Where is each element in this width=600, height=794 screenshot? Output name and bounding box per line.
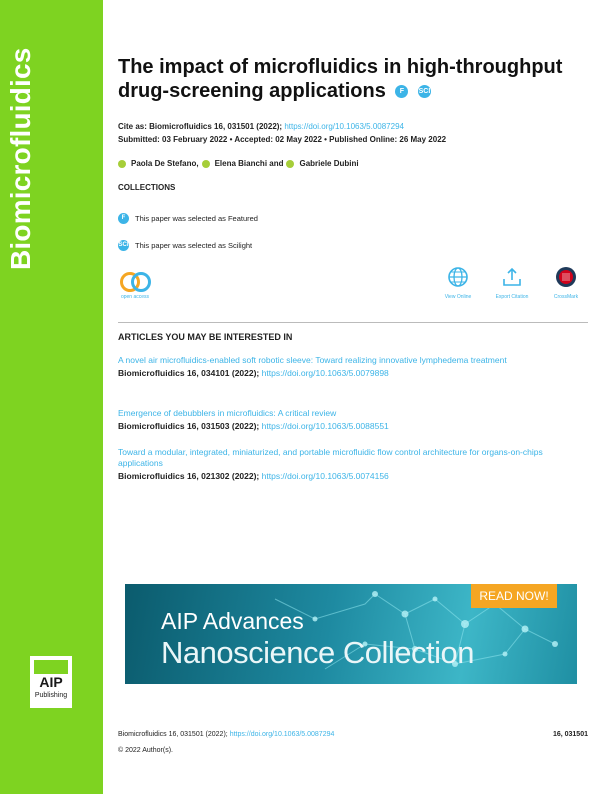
citation: Cite as: Biomicrofluidics 16, 031501 (2022); https://doi.org/10.1063/5.0087294 [118, 122, 404, 131]
aip-advances-banner[interactable] [125, 584, 577, 684]
orcid-icon[interactable] [118, 160, 126, 168]
related-article-title-link[interactable]: Toward a modular, integrated, miniaturized, and portable microfluidic flow control architecture for organs-on-chips applications [118, 447, 543, 468]
author-name[interactable]: Gabriele Dubini [299, 159, 359, 168]
scilight-badge-icon[interactable]: SCI [418, 85, 431, 98]
paper-title: The impact of microfluidics in high-throughput drug-screening applications F SCI [118, 56, 563, 102]
view-online-button[interactable]: View Online [440, 266, 476, 300]
featured-badge-icon: F [118, 213, 129, 224]
divider [118, 322, 588, 323]
author-list [118, 159, 359, 168]
related-article: Emergence of debubblers in microfluidics: A critical review Biomicrofluidics 16, 031503 (2022); https://doi.org/10.1063/5.0088551 [118, 408, 588, 432]
aip-publishing-logo[interactable]: AIP Publishing [30, 656, 72, 708]
orcid-icon[interactable] [202, 160, 210, 168]
open-access-icon[interactable]: open access [118, 270, 152, 302]
author-name[interactable]: Elena Bianchi and [214, 159, 284, 168]
related-article-title-link[interactable]: A novel air microfluidics-enabled soft robotic sleeve: Toward realizing innovative lymphedema treatment [118, 355, 507, 365]
related-article: A novel air microfluidics-enabled soft robotic sleeve: Toward realizing innovative lymphedema treatment Biomicrofluidics 16, 034101 (2022); https://doi.org/10.1063/5.0079898 [118, 355, 588, 379]
copyright: © 2022 Author(s). [118, 747, 173, 754]
related-article: Toward a modular, integrated, miniaturized, and portable microfluidic flow control architecture for organs-on-chips applications Biomicrofluidics 16, 021302 (2022); https://doi.org/10.1063/5.0074156 [118, 447, 588, 482]
collection-featured[interactable]: F This paper was selected as Featured [118, 213, 258, 224]
featured-badge-icon[interactable]: F [395, 85, 408, 98]
export-icon [501, 266, 523, 288]
page-number: 16, 031501 [552, 731, 588, 738]
author-name[interactable]: Paola De Stefano, [131, 159, 199, 168]
footer-citation: Biomicrofluidics 16, 031501 (2022); https://doi.org/10.1063/5.0087294 16, 031501 [118, 731, 588, 738]
journal-sidebar [0, 0, 103, 794]
related-article-doi-link[interactable]: https://doi.org/10.1063/5.0088551 [261, 421, 389, 431]
crossmark-icon [555, 266, 577, 288]
footer-doi-link[interactable]: https://doi.org/10.1063/5.0087294 [229, 731, 335, 738]
orcid-icon[interactable] [286, 160, 294, 168]
related-article-doi-link[interactable]: https://doi.org/10.1063/5.0074156 [261, 471, 389, 481]
journal-name: Biomicrofluidics [5, 47, 36, 270]
related-articles-heading: ARTICLES YOU MAY BE INTERESTED IN [118, 332, 293, 342]
export-citation-button[interactable]: Export Citation [494, 266, 530, 300]
related-article-title-link[interactable]: Emergence of debubblers in microfluidics: A critical review [118, 408, 337, 418]
globe-icon [447, 266, 469, 288]
banner-journal-name: AIP Advances [161, 608, 304, 634]
collections-heading: COLLECTIONS [118, 183, 176, 192]
banner-collection-name: Nanoscience Collection [161, 635, 474, 670]
publication-dates: Submitted: 03 February 2022 • Accepted: 02 May 2022 • Published Online: 26 May 2022 [118, 135, 447, 144]
read-now-button[interactable]: READ NOW! [471, 584, 557, 608]
related-article-doi-link[interactable]: https://doi.org/10.1063/5.0079898 [261, 368, 389, 378]
collection-scilight[interactable]: SCI This paper was selected as Scilight [118, 241, 253, 250]
crossmark-button[interactable]: CrossMark [548, 266, 584, 300]
scilight-badge-icon: SCI [118, 240, 129, 251]
paper-doi-link[interactable]: https://doi.org/10.1063/5.0087294 [284, 122, 404, 131]
